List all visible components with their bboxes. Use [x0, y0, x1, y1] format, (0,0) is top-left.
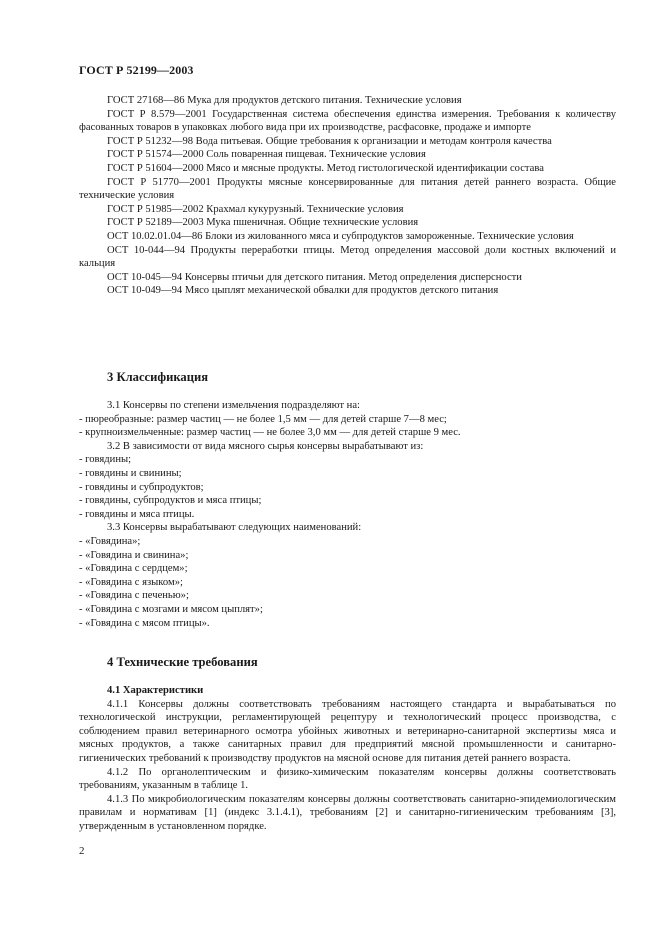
list-item: - говядины и свинины; [79, 467, 182, 479]
list-item: - крупноизмельченные: размер частиц — не более 3,0 мм — для детей старше 9 мес. [79, 427, 461, 439]
list-item: - «Говядина с языком»; [79, 576, 183, 588]
page-number: 2 [79, 845, 85, 857]
list-item: 3.2 В зависимости от вида мясного сырья консервы вырабатывают из: [107, 440, 424, 452]
document-header: ГОСТ Р 52199—2003 [79, 63, 194, 77]
reference-item: ГОСТ Р 52189—2003 Мука пшеничная. Общие технические условия [107, 217, 419, 229]
section-title: 4 Технические требования [107, 655, 258, 669]
paragraph: 4.1.3 По микробиологическим показателям консервы должны соответствовать санитарно-эпидемиологическим правилам и нормативам [1] (индекс 3.1.4.1), требованиям [2] и санитарно-гигиеническим требованиям [3], утвержденным в установленном порядке. [79, 793, 616, 832]
list-item: - говядины, субпродуктов и мяса птицы; [79, 495, 262, 507]
reference-item: ГОСТ Р 51604—2000 Мясо и мясные продукты. Метод гистологической идентификации состава [107, 162, 544, 174]
reference-item: ОСТ 10-045—94 Консервы птичьи для детского питания. Метод определения дисперсности [107, 271, 522, 283]
list-item: - говядины и субпродуктов; [79, 481, 204, 493]
section-title: 3 Классификация [107, 370, 209, 384]
list-item: - «Говядина с печенью»; [79, 590, 189, 602]
paragraph: 4.1.1 Консервы должны соответствовать требованиям настоящего стандарта и вырабатываться по технологической инструкции, регламентирующей рецептуру и технологический процесс производства, с соблюдением правил ветеринарного осмотра убойных животных и ветеринарно-санитарной экспертизы мяса и мясных продуктов, а также санитарных правил для предприятий мясной промышленности и санитарно-гигиенических требований к производству продуктов на мясной основе для питания детей раннего возраста. [79, 698, 616, 764]
section-classification [79, 369, 616, 630]
reference-item: ГОСТ Р 8.579—2001 Государственная система обеспечения единства измерения. Требования к количеству фасованных товаров в упаковках любого вида при их производстве, расфасовке, продаже и импорте [79, 108, 616, 134]
reference-item: ГОСТ Р 51985—2002 Крахмал кукурузный. Технические условия [107, 203, 404, 215]
reference-item: ОСТ 10-049—94 Мясо цыплят механической обвалки для продуктов детского питания [107, 285, 499, 297]
reference-item: ГОСТ Р 51232—98 Вода питьевая. Общие требования к организации и методам контроля качества [107, 135, 552, 147]
list-item: - пюреобразные: размер частиц — не более 1,5 мм — для детей старше 7—8 мес; [79, 413, 447, 425]
normative-references [79, 94, 616, 298]
reference-item: ОСТ 10.02.01.04—86 Блоки из жилованного мяса и субпродуктов замороженные. Технические условия [107, 230, 574, 242]
list-item: - «Говядина с мозгами и мясом цыплят»; [79, 603, 263, 615]
reference-item: ГОСТ Р 51770—2001 Продукты мясные консервированные для питания детей раннего возраста. Общие технические условия [79, 176, 616, 202]
list-item: - «Говядина с сердцем»; [79, 563, 188, 575]
classification-list [79, 399, 616, 630]
subsection-heading: 4.1 Характеристики [107, 685, 204, 696]
section-technical-requirements [79, 654, 616, 834]
reference-item: ГОСТ Р 51574—2000 Соль поваренная пищевая. Технические условия [107, 149, 426, 161]
reference-item: ОСТ 10-044—94 Продукты переработки птицы. Метод определения массовой доли костных включений и кальция [79, 244, 616, 270]
paragraph: 4.1.2 По органолептическим и физико-химическим показателям консервы должны соответствовать требованиям, указанным в таблице 1. [79, 766, 616, 792]
list-item: 3.3 Консервы вырабатывают следующих наименований: [107, 522, 362, 534]
list-item: 3.1 Консервы по степени измельчения подразделяют на: [107, 400, 360, 411]
list-item: - «Говядина»; [79, 535, 141, 547]
list-item: - говядины и мяса птицы. [79, 508, 195, 520]
reference-item: ГОСТ 27168—86 Мука для продуктов детского питания. Технические условия [107, 95, 462, 106]
list-item: - «Говядина и свинина»; [79, 549, 189, 561]
list-item: - «Говядина с мясом птицы». [79, 617, 210, 629]
list-item: - говядины; [79, 454, 132, 466]
